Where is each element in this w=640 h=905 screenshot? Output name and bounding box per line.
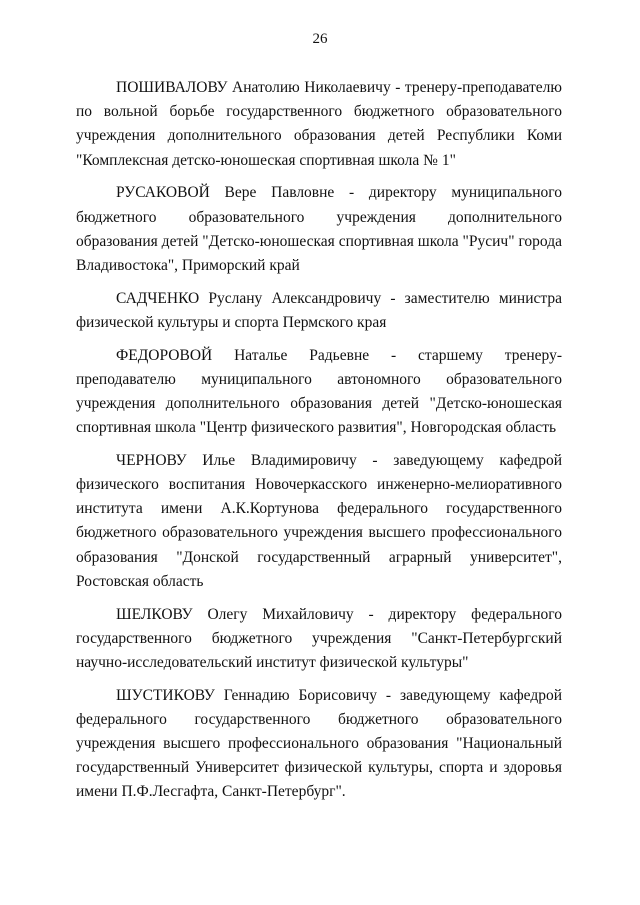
award-entry: САДЧЕНКО Руслану Александровичу - заместителю министра физической культуры и спорта Пермского края bbox=[76, 289, 562, 331]
award-entry: ШУСТИКОВУ Геннадию Борисовичу - заведующему кафедрой федерального государственного бюджетного образовательного учреждения высшего профессионального образования "Национальный государственный Университет физической культуры, спорта и здоровья имени П.Ф.Лесгафта, Санкт-Петербург". bbox=[76, 686, 562, 801]
award-entry: ФЕДОРОВОЙ Наталье Радьевне - старшему тренеру-преподавателю муниципального автономного образовательного учреждения дополнительного образования детей "Детско-юношеская спортивная школа "Центр физического развития", Новгородская область bbox=[76, 346, 562, 437]
award-entry: ПОШИВАЛОВУ Анатолию Николаевичу - тренеру-преподавателю по вольной борьбе государственного бюджетного образовательного учреждения дополнительного образования детей Республики Коми "Комплексная детско-юношеская спортивная школа № 1" bbox=[76, 79, 562, 169]
award-entry: ЧЕРНОВУ Илье Владимировичу - заведующему кафедрой физического воспитания Новочеркасского инженерно-мелиоративного института имени А.К.Кортунова федерального государственного бюджетного образовательного учреждения высшего профессионального образования "Донской государственный аграрный университет", Ростовская область bbox=[76, 451, 562, 590]
award-entry: ШЕЛКОВУ Олегу Михайловичу - директору федерального государственного бюджетного учреждения "Санкт-Петербургский научно-исследовательский институт физической культуры" bbox=[76, 605, 562, 671]
award-entry: РУСАКОВОЙ Вере Павловне - директору муниципального бюджетного образовательного учреждения дополнительного образования детей "Детско-юношеская спортивная школа "Русич" города Владивостока", Приморский край bbox=[76, 184, 562, 274]
award-list bbox=[76, 76, 562, 805]
page-number: 26 bbox=[312, 31, 328, 47]
